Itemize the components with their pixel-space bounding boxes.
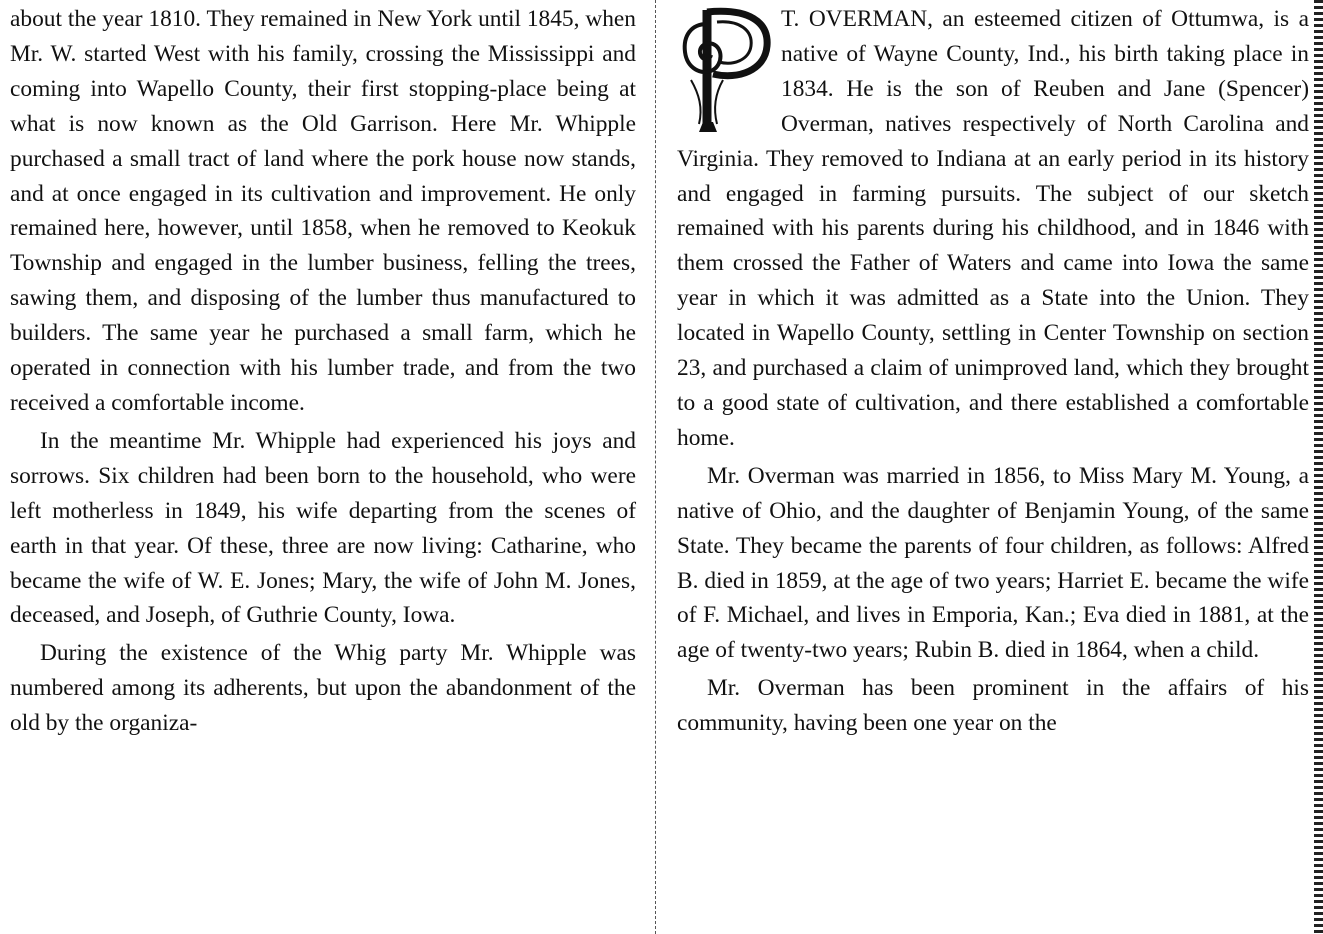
left-column (10, 2, 636, 741)
column-divider (655, 0, 656, 934)
left-paragraph-2: In the meantime Mr. Whipple had experienced his joys and sorrows. Six children had been born to the household, who were left motherless in 1849, his wife departing from the scenes of earth in that year. Of these, three are now living: Catharine, who became the wife of W. E. Jones; Mary, the wife of John M. Jones, deceased, and Joseph, of Guthrie County, Iowa. (10, 427, 636, 629)
page-edge-binding (1314, 0, 1323, 934)
left-paragraph-1: about the year 1810. They remained in New York until 1845, when Mr. W. started West with his family, crossing the Mississippi and coming into Wapello County, their first stopping-place being at what is now known as the Old Garrison. Here Mr. Whipple purchased a small tract of land where the pork house now stands, and at once engaged in its cultivation and improvement. He only remained here, however, until 1858, when he removed to Keokuk Township and engaged in the lumber business, felling the trees, sawing them, and disposing of the lumber thus manufactured to builders. The same year he purchased a small farm, which he operated in connection with his lumber trade, and from the two received a comfortable income. (10, 6, 636, 416)
right-paragraph-1 (677, 2, 1309, 456)
left-paragraph-3: During the existence of the Whig party Mr. Whipple was numbered among its adherents, but upon the abandonment of the old by the organiza- (10, 640, 636, 737)
right-column (677, 2, 1309, 741)
right-paragraph-3: Mr. Overman has been prominent in the affairs of his community, having been one year on the (677, 675, 1309, 737)
right-paragraph-1-text: T. OVERMAN, an esteemed citizen of Ottumwa, is a native of Wayne County, Ind., his birth taking place in 1834. He is the son of Reuben and Jane (Spencer) Overman, natives respectively of North Carolina and Virginia. They removed to Indiana at an early period in its history and engaged in farming pursuits. The subject of our sketch remained with his parents during his childhood, and in 1846 with them crossed the Father of Waters and came into Iowa the same year in which it was admitted as a State into the Union. They located in Wapello County, settling in Center Township on section 23, and purchased a claim of unimproved land, which they brought to a good state of cultivation, and there established a comfortable home. (677, 6, 1309, 451)
right-paragraph-2: Mr. Overman was married in 1856, to Miss Mary M. Young, a native of Ohio, and the daughter of Benjamin Young, of the same State. They became the parents of four children, as follows: Alfred B. died in 1859, at the age of two years; Harriet E. became the wife of F. Michael, and lives in Emporia, Kan.; Eva died in 1881, at the age of twenty-two years; Rubin B. died in 1864, when a child. (677, 462, 1309, 664)
drop-cap-letter-p (677, 4, 773, 138)
